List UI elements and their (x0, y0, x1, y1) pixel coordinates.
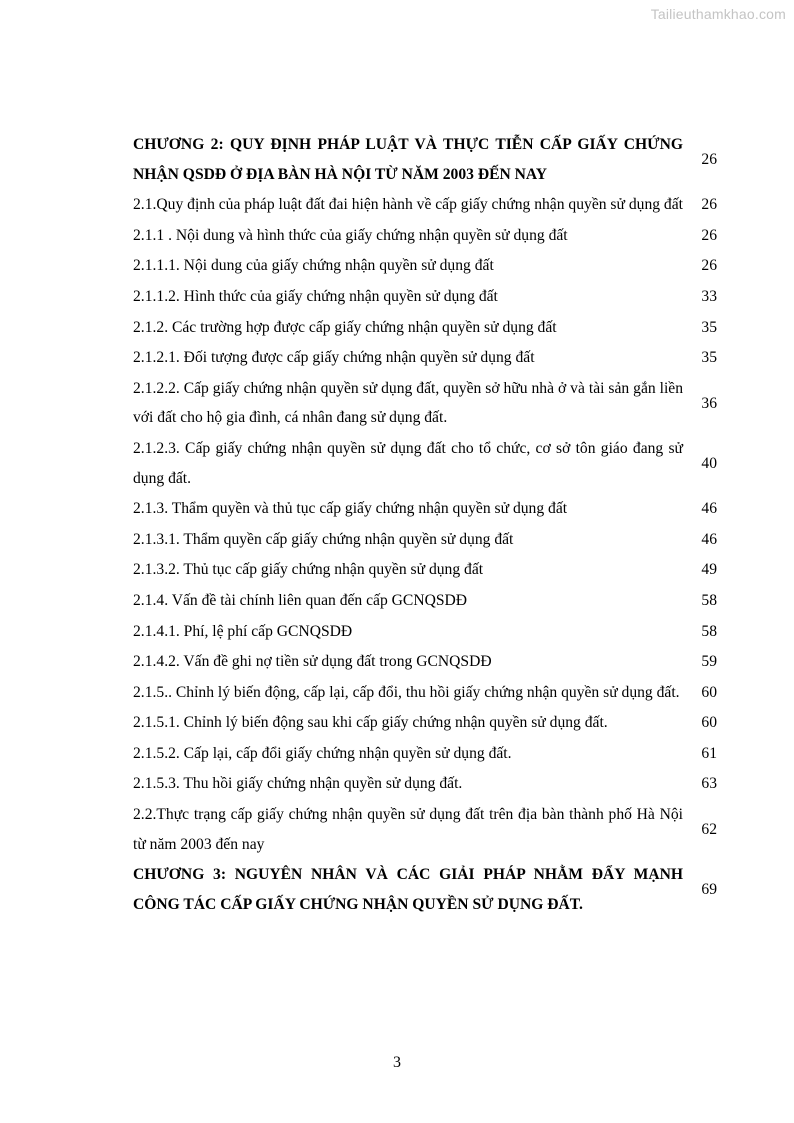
toc-entry-page: 59 (701, 653, 717, 671)
toc-entry (133, 647, 717, 677)
toc-entry-page: 63 (701, 775, 717, 793)
toc-entry-title: 2.1.4.2. Vấn đề ghi nợ tiền sử dụng đất trong GCNQSDĐ (133, 653, 492, 671)
toc-entry (133, 525, 717, 555)
toc-entry-page: 49 (701, 561, 717, 579)
toc-entry-title: 2.1.2.1. Đối tượng được cấp giấy chứng nhận quyền sử dụng đất (133, 349, 535, 367)
toc-entry-page: 60 (701, 714, 717, 732)
toc-entry-page: 26 (701, 257, 717, 275)
toc-entry-title: CHƯƠNG 3: NGUYÊN NHÂN VÀ CÁC GIẢI PHÁP NHẰM ĐẨY MẠNH CÔNG TÁC CẤP GIẤY CHỨNG NHẬN QUYỀN SỬ DỤNG ĐẤT. (133, 866, 683, 913)
toc-entry-title: 2.1.3.2. Thủ tục cấp giấy chứng nhận quyền sử dụng đất (133, 561, 484, 579)
toc-entry-title: 2.1.5.1. Chỉnh lý biến động sau khi cấp giấy chứng nhận quyền sử dụng đất. (133, 714, 608, 732)
toc-entry (133, 190, 717, 220)
toc-entry-title: 2.1.5.3. Thu hồi giấy chứng nhận quyền sử dụng đất. (133, 775, 463, 793)
toc-entry (133, 555, 717, 585)
toc-entry-page: 33 (701, 287, 717, 305)
toc-entry-page: 58 (701, 591, 717, 609)
toc-entry (133, 860, 717, 919)
toc-entry (133, 343, 717, 373)
toc-entry-title: 2.2.Thực trạng cấp giấy chứng nhận quyền sử dụng đất trên địa bàn thành phố Hà Nội từ năm 2003 đến nay (133, 806, 683, 853)
toc-entry (133, 374, 717, 433)
toc-entry-page: 36 (701, 394, 717, 412)
toc-entry-page: 26 (701, 150, 717, 168)
toc-entry-title: 2.1.2.3. Cấp giấy chứng nhận quyền sử dụng đất cho tổ chức, cơ sở tôn giáo đang sử dụng đất. (133, 439, 683, 487)
toc-entry (133, 617, 717, 647)
toc-entry (133, 708, 717, 738)
toc-entry-title: 2.1.3.1. Thẩm quyền cấp giấy chứng nhận quyền sử dụng đất (133, 530, 514, 548)
toc-entry (133, 251, 717, 281)
toc-entry (133, 739, 717, 769)
toc-entry (133, 678, 717, 708)
toc-entry-title: 2.1.5.. Chỉnh lý biến động, cấp lại, cấp đổi, thu hồi giấy chứng nhận quyền sử dụng đất. (133, 683, 680, 701)
watermark: Tailieuthamkhao.com (650, 6, 786, 22)
toc-entry-page: 35 (701, 349, 717, 367)
toc-entry (133, 769, 717, 799)
toc-entry-title: CHƯƠNG 2: QUY ĐỊNH PHÁP LUẬT VÀ THỰC TIỄN CẤP GIẤY CHỨNG NHẬN QSDĐ Ở ĐỊA BÀN HÀ NỘI TỪ NĂM 2003 ĐẾN NAY (133, 136, 683, 183)
page-number: 3 (393, 1054, 401, 1071)
toc-entry-page: 61 (701, 744, 717, 762)
toc-entry (133, 130, 717, 189)
table-of-contents (133, 130, 717, 920)
toc-entry-title: 2.1.1.2. Hình thức của giấy chứng nhận quyền sử dụng đất (133, 287, 498, 305)
toc-entry-page: 58 (701, 622, 717, 640)
toc-entry-title: 2.1.2.2. Cấp giấy chứng nhận quyền sử dụng đất, quyền sở hữu nhà ở và tài sản gắn liền với đất cho hộ gia đình, cá nhân đang sử dụng đất. (133, 379, 683, 427)
toc-entry (133, 494, 717, 524)
toc-entry-page: 60 (701, 683, 717, 701)
toc-entry-title: 2.1.1 . Nội dung và hình thức của giấy chứng nhận quyền sử dụng đất (133, 226, 568, 244)
toc-entry (133, 800, 717, 859)
toc-entry (133, 221, 717, 251)
toc-entry-page: 46 (701, 530, 717, 548)
toc-entry-page: 35 (701, 318, 717, 336)
toc-entry-page: 40 (701, 454, 717, 472)
toc-entry-page: 69 (701, 881, 717, 899)
toc-entry-page: 62 (701, 820, 717, 838)
toc-entry-title: 2.1.2. Các trường hợp được cấp giấy chứng nhận quyền sử dụng đất (133, 318, 557, 336)
toc-entry-page: 46 (701, 500, 717, 518)
toc-entry-title: 2.1.4.1. Phí, lệ phí cấp GCNQSDĐ (133, 622, 353, 640)
toc-entry-title: 2.1.5.2. Cấp lại, cấp đổi giấy chứng nhận quyền sử dụng đất. (133, 744, 512, 762)
toc-entry-page: 26 (701, 196, 717, 214)
toc-entry-title: 2.1.Quy định của pháp luật đất đai hiện hành về cấp giấy chứng nhận quyền sử dụng đất (133, 196, 683, 214)
toc-entry-page: 26 (701, 226, 717, 244)
toc-entry (133, 434, 717, 493)
toc-entry (133, 282, 717, 312)
toc-entry-title: 2.1.1.1. Nội dung của giấy chứng nhận quyền sử dụng đất (133, 257, 494, 275)
toc-entry-title: 2.1.3. Thẩm quyền và thủ tục cấp giấy chứng nhận quyền sử dụng đất (133, 500, 568, 518)
toc-entry (133, 313, 717, 343)
toc-entry (133, 586, 717, 616)
toc-entry-title: 2.1.4. Vấn đề tài chính liên quan đến cấp GCNQSDĐ (133, 591, 468, 609)
